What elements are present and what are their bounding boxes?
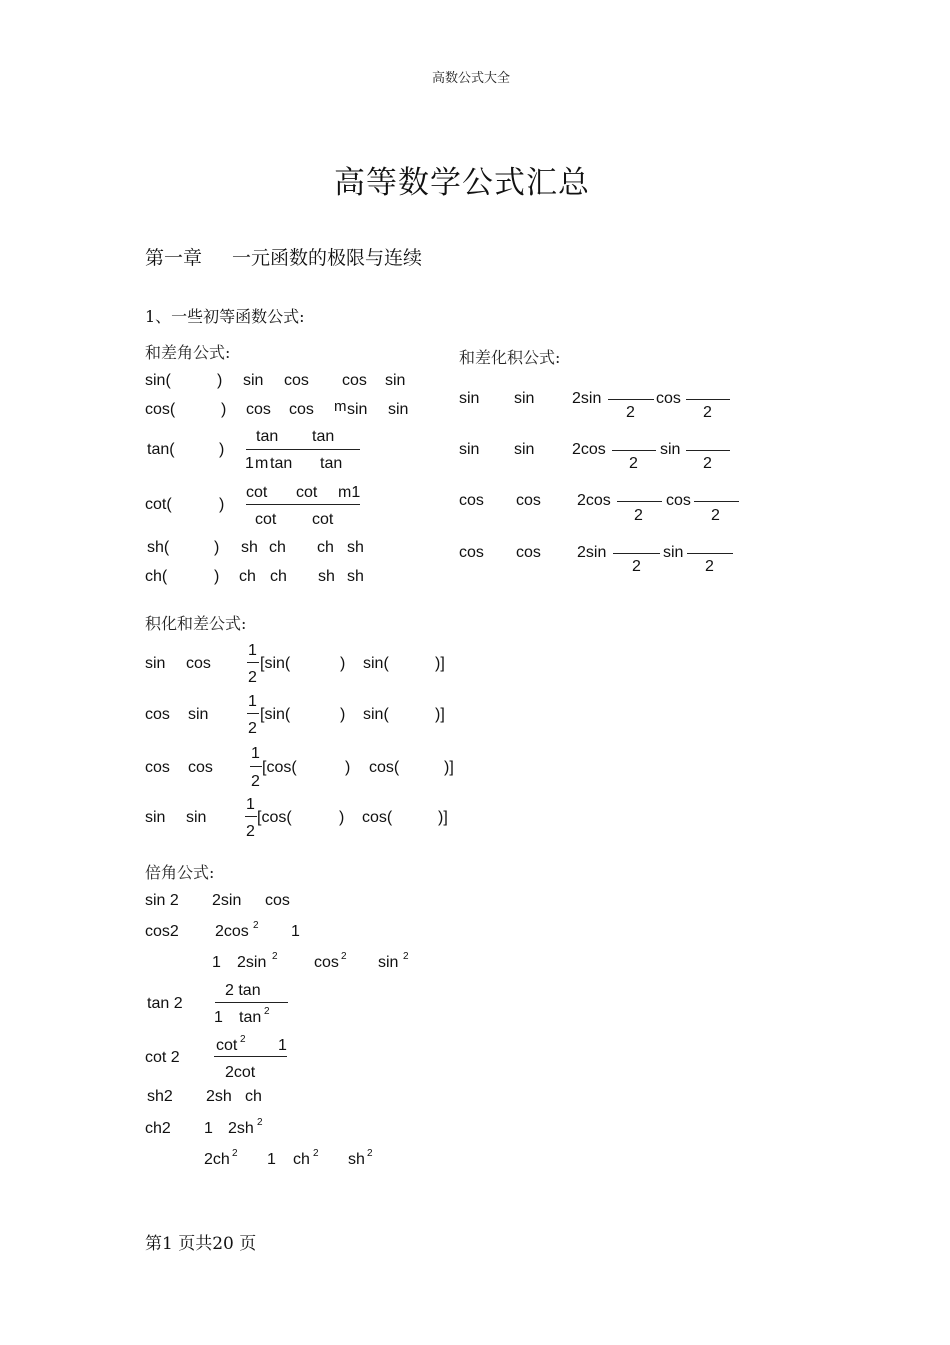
formula-term: 2	[711, 507, 720, 524]
formula-term: 2	[705, 558, 714, 575]
formula-term: ch(	[145, 568, 168, 585]
page-title: 高等数学公式汇总	[334, 165, 590, 201]
formula-term: cot	[255, 511, 277, 528]
formula-term: cot	[296, 484, 318, 501]
superscript: 2	[264, 1006, 270, 1017]
superscript: 2	[313, 1148, 319, 1159]
formula-term: 2sh	[206, 1088, 232, 1105]
formula-term: sin	[459, 441, 480, 458]
formula-term: cos	[188, 759, 213, 776]
formula-term: cos	[186, 655, 211, 672]
formula-term: )	[345, 759, 351, 776]
formula-term: 2	[626, 404, 635, 421]
formula-term: 2ch	[204, 1151, 230, 1168]
formula-term: sin	[385, 372, 406, 389]
formula-term: )	[221, 401, 227, 418]
formula-term: tan	[270, 455, 293, 472]
fraction-bar	[694, 501, 739, 502]
formula-term: )	[339, 809, 345, 826]
formula-term: sin	[188, 706, 209, 723]
formula-term: sin	[388, 401, 409, 418]
formula-term: 2sin	[572, 390, 602, 407]
formula-term: cos	[516, 544, 541, 561]
formula-term: cot	[246, 484, 268, 501]
superscript: 2	[403, 951, 409, 962]
product-to-sum-heading: 积化和差公式:	[145, 614, 247, 633]
superscript: 2	[341, 951, 347, 962]
superscript-group	[367, 1148, 373, 1169]
fraction-bar	[608, 399, 654, 400]
formula-term: sh2	[147, 1088, 173, 1105]
fraction-bar	[245, 816, 257, 817]
formula-term: sh	[347, 568, 364, 585]
formula-term: cos	[265, 892, 290, 909]
formula-term: [cos(	[257, 809, 292, 826]
formula-term: 2	[629, 455, 638, 472]
formula-term: 2sin	[577, 544, 607, 561]
formula-term: cot(	[145, 496, 172, 513]
formula-term: ch	[317, 539, 334, 556]
fraction-bar	[214, 1056, 287, 1057]
formula-term: sh	[348, 1151, 365, 1168]
superscript-group	[253, 920, 259, 941]
formula-term: cos	[459, 544, 484, 561]
formula-term: tan	[312, 428, 335, 445]
fraction-bar	[215, 1002, 288, 1003]
formula-term: ch2	[145, 1120, 171, 1137]
superscript: 2	[240, 1034, 246, 1045]
formula-term: )	[214, 539, 220, 556]
formula-term: sin	[243, 372, 264, 389]
formula-term: tan 2	[147, 995, 183, 1012]
fraction-bar	[246, 449, 360, 450]
superscript: 2	[253, 920, 259, 931]
sum-to-product-heading: 和差化积公式:	[459, 348, 561, 367]
formula-term: 2	[246, 823, 255, 840]
formula-term: 2	[634, 507, 643, 524]
superscript: 2	[272, 951, 278, 962]
formula-term: cos	[314, 954, 339, 971]
page-footer: 第1 页共20 页	[145, 1234, 257, 1254]
formula-term: sin(	[363, 655, 389, 672]
formula-term: 1	[267, 1151, 276, 1168]
formula-term: cos	[145, 706, 170, 723]
formula-term: 1	[245, 455, 254, 472]
formula-term: cos(	[362, 809, 393, 826]
formula-term: 2	[251, 773, 260, 790]
formula-term: )]	[435, 706, 445, 723]
formula-term: 2cos	[572, 441, 606, 458]
superscript: 2	[367, 1148, 373, 1159]
formula-term: )]	[438, 809, 448, 826]
formula-term: )]	[435, 655, 445, 672]
formula-term: cos	[666, 492, 691, 509]
formula-term: cos	[284, 372, 309, 389]
formula-term: cos	[459, 492, 484, 509]
formula-term: )	[340, 706, 346, 723]
fraction-bar	[247, 662, 259, 663]
chapter-label: 第一章	[145, 247, 203, 269]
formula-term: 2sin	[237, 954, 267, 971]
formula-term: 2cos	[215, 923, 249, 940]
formula-term: ch	[245, 1088, 262, 1105]
fraction-bar	[686, 450, 730, 451]
fraction-bar	[612, 450, 656, 451]
formula-term: 1	[246, 796, 255, 813]
formula-term: tan	[256, 428, 279, 445]
formula-term: sin	[663, 544, 684, 561]
formula-term: 1	[212, 954, 221, 971]
formula-term: cot	[312, 511, 334, 528]
formula-term: sh	[318, 568, 335, 585]
formula-term: 2sin	[212, 892, 242, 909]
formula-term: sin	[378, 954, 399, 971]
formula-term: )	[219, 496, 225, 513]
fraction-bar	[687, 553, 733, 554]
superscript-group	[264, 1006, 270, 1027]
formula-term: cos(	[145, 401, 176, 418]
formula-term: 1	[248, 642, 257, 659]
formula-term: sin	[186, 809, 207, 826]
superscript: 2	[257, 1117, 263, 1128]
formula-term: 2	[632, 558, 641, 575]
formula-term: sin(	[363, 706, 389, 723]
formula-term: cot 2	[145, 1049, 180, 1066]
formula-term: sin	[347, 401, 368, 418]
formula-term: 2 tan	[225, 982, 261, 999]
formula-term: ch	[269, 539, 286, 556]
formula-term: sh	[241, 539, 258, 556]
formula-term: 1	[251, 745, 260, 762]
formula-term: m1	[338, 484, 361, 501]
formula-term: tan(	[147, 441, 175, 458]
formula-term: 2cos	[577, 492, 611, 509]
fraction-bar	[613, 553, 660, 554]
sum-diff-angle-heading: 和差角公式:	[145, 343, 231, 362]
superscript-group	[272, 951, 278, 972]
superscript-group	[257, 1117, 263, 1138]
formula-term: cos	[342, 372, 367, 389]
superscript-group	[313, 1148, 319, 1169]
formula-term: sin	[514, 441, 535, 458]
formula-term: sin(	[145, 372, 171, 389]
formula-term: tan	[239, 1009, 262, 1026]
formula-term: cot	[216, 1037, 238, 1054]
formula-term: 1	[204, 1120, 213, 1137]
formula-term: m	[334, 398, 347, 415]
formula-term: sin	[145, 809, 166, 826]
formula-term: )	[340, 655, 346, 672]
chapter-name: 一元函数的极限与连续	[232, 247, 423, 269]
formula-term: )	[214, 568, 220, 585]
formula-term: 2	[703, 455, 712, 472]
formula-term: 2cot	[225, 1064, 256, 1081]
formula-term: [sin(	[260, 706, 291, 723]
superscript-group	[403, 951, 409, 972]
formula-term: m	[255, 455, 269, 472]
formula-term: )]	[444, 759, 454, 776]
formula-term: )	[217, 372, 223, 389]
superscript-group	[240, 1034, 246, 1055]
formula-term: sin	[145, 655, 166, 672]
formula-term: tan	[320, 455, 343, 472]
formula-term: [cos(	[262, 759, 297, 776]
formula-term: 1	[278, 1037, 287, 1054]
formula-term: sin 2	[145, 892, 179, 909]
formula-term: sh	[347, 539, 364, 556]
section-heading: 1、一些初等函数公式:	[145, 307, 305, 326]
formula-term: sin	[660, 441, 681, 458]
formula-term: sh(	[147, 539, 170, 556]
running-header: 高数公式大全	[432, 71, 511, 86]
formula-term: 1	[291, 923, 300, 940]
formula-term: cos	[246, 401, 271, 418]
formula-term: [sin(	[260, 655, 291, 672]
formula-term: ch	[239, 568, 256, 585]
formula-term: 2	[703, 404, 712, 421]
formula-term: 1	[214, 1009, 223, 1026]
formula-term: cos2	[145, 923, 179, 940]
fraction-bar	[250, 766, 262, 767]
formula-term: sin	[514, 390, 535, 407]
formula-term: cos(	[369, 759, 400, 776]
formula-term: cos	[145, 759, 170, 776]
formula-term: cos	[289, 401, 314, 418]
formula-term: ch	[270, 568, 287, 585]
formula-term: 2sh	[228, 1120, 254, 1137]
formula-term: ch	[293, 1151, 310, 1168]
fraction-bar	[686, 399, 730, 400]
formula-term: cos	[656, 390, 681, 407]
formula-term: sin	[459, 390, 480, 407]
fraction-bar	[246, 504, 360, 505]
formula-term: cos	[516, 492, 541, 509]
formula-term: 1	[248, 693, 257, 710]
superscript: 2	[232, 1148, 238, 1159]
superscript-group	[232, 1148, 238, 1169]
formula-term: 2	[248, 669, 257, 686]
formula-term: )	[219, 441, 225, 458]
superscript-group	[341, 951, 347, 972]
double-angle-heading: 倍角公式:	[145, 863, 215, 882]
fraction-bar	[247, 713, 259, 714]
fraction-bar	[617, 501, 662, 502]
formula-term: 2	[248, 720, 257, 737]
